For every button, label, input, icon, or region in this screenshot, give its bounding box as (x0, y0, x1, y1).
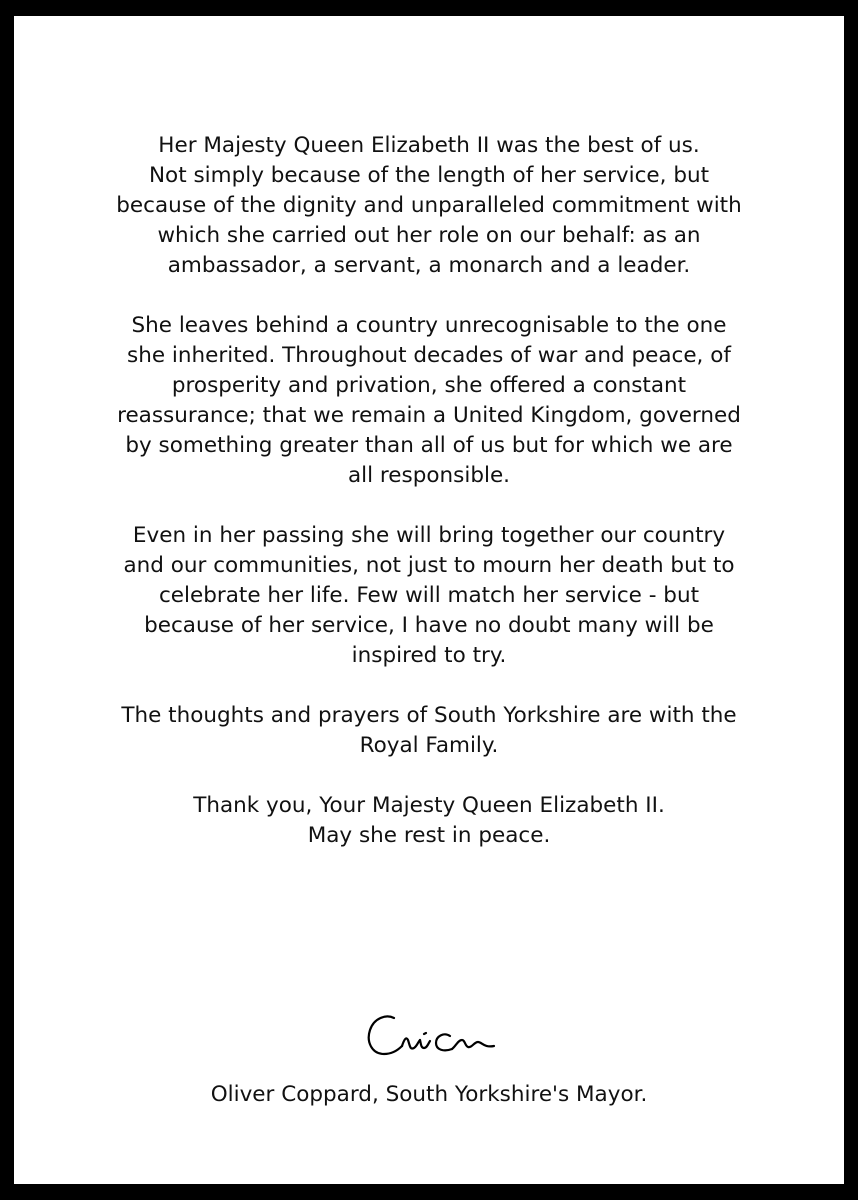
paragraph-legacy (14, 311, 844, 491)
text-line: She leaves behind a country unrecognisable to the one (131, 313, 727, 338)
text-line: because of the dignity and unparalleled commitment with (116, 193, 742, 218)
letter-page (14, 16, 844, 1184)
paragraph-closing (14, 791, 844, 851)
text-line: Her Majesty Queen Elizabeth II was the best of us. (158, 133, 700, 158)
letter-body (14, 131, 844, 851)
text-line: because of her service, I have no doubt many will be (144, 613, 714, 638)
text-line: celebrate her life. Few will match her service - but (158, 583, 700, 608)
text-line: May she rest in peace. (307, 823, 551, 848)
text-line: which she carried out her role on our behalf: as an (157, 223, 701, 248)
paragraph-tribute (14, 131, 844, 281)
text-line: Not simply because of the length of her service, but (148, 163, 710, 188)
signatory-name: Oliver Coppard, South Yorkshire's Mayor. (210, 1082, 648, 1107)
text-line: Even in her passing she will bring together our country (132, 523, 726, 548)
text-line: all responsible. (347, 463, 511, 488)
handwritten-signature-icon (364, 1006, 504, 1066)
text-line: ambassador, a servant, a monarch and a leader. (167, 253, 691, 278)
paragraph-community (14, 521, 844, 671)
text-line: by something greater than all of us but for which we are (125, 433, 733, 458)
text-line: and our communities, not just to mourn her death but to (123, 553, 735, 578)
text-line: inspired to try. (351, 643, 507, 668)
text-line: reassurance; that we remain a United Kingdom, governed (117, 403, 741, 428)
text-line: prosperity and privation, she offered a constant (171, 373, 687, 398)
text-line: Thank you, Your Majesty Queen Elizabeth II. (193, 793, 665, 818)
text-line: she inherited. Throughout decades of war and peace, of (127, 343, 731, 368)
paragraph-thoughts (14, 701, 844, 761)
text-line: The thoughts and prayers of South Yorkshire are with the (121, 703, 737, 728)
text-line: Royal Family. (359, 733, 499, 758)
